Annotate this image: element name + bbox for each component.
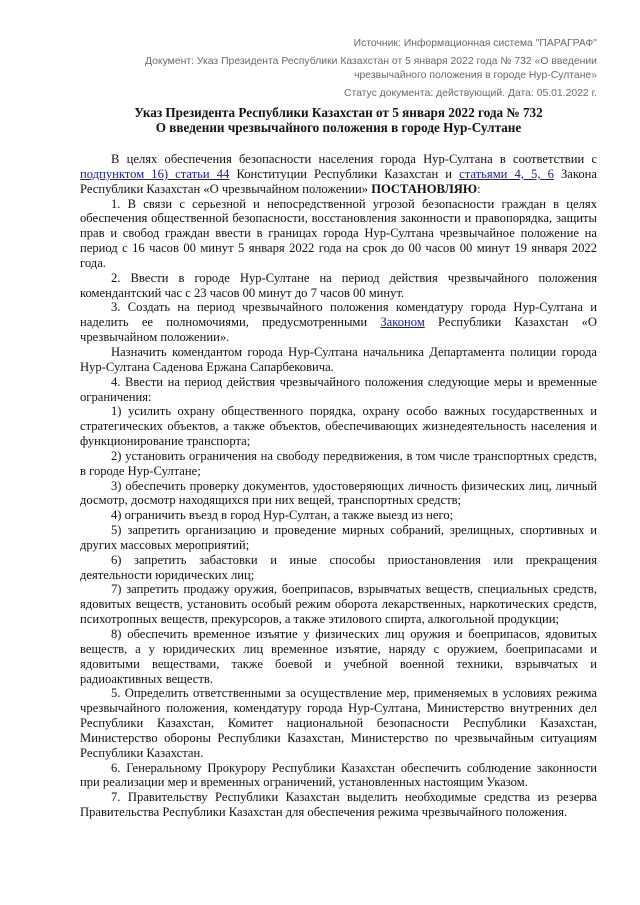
preamble-text: : — [477, 181, 481, 196]
subitem-4-4: 4) ограничить въезд в город Нур-Султан, а также выезд из него; — [111, 508, 454, 523]
link-law[interactable]: Законом — [380, 315, 425, 330]
paragraph-3 — [80, 300, 597, 345]
document-meta — [97, 37, 597, 101]
preamble-text: Закона Республики Казахстан «О чрезвычайном положении» — [80, 166, 597, 196]
paragraph-1: 1. В связи с серьезной и непосредственной угрозой безопасности граждан в целях обеспечения общественной безопасности, восстановления законности и правопорядка, защиты прав и свобод граждан ввести в границах города Нур-Султана чрезвычайное положение на период с 16 часов 00 минут 5 января 2022 года на срок до 00 часов 00 минут 19 января 2022 года. — [80, 196, 597, 270]
status-line: Статус документа: действующий. Дата: 05.01.2022 г. — [343, 88, 597, 99]
paragraph-text: 3. Создать на период чрезвычайного положения комендатуру города Нур-Султана и наделить ее полномочиями, предусмотренными — [80, 300, 597, 330]
subitem-4-5: 5) запретить организацию и проведение мирных собраний, зрелищных, спортивных и других массовых мероприятий; — [80, 523, 597, 552]
subitem-4-2: 2) установить ограничения на свободу передвижения, в том числе транспортных средств, в городе Нур-Султане; — [80, 448, 597, 478]
document-body — [80, 152, 597, 820]
paragraph-3b: Назначить комендантом города Нур-Султана начальника Департамента полиции города Нур-Султана Саденова Ержана Сапарбековича. — [80, 344, 597, 374]
decree-word: ПОСТАНОВЛЯЮ — [371, 181, 478, 196]
paragraph-text: Республики Казахстан «О чрезвычайном положении». — [80, 315, 597, 345]
preamble — [80, 152, 597, 197]
title-line-2: О введении чрезвычайного положения в городе Нур-Султане — [155, 120, 522, 135]
subitem-4-3: 3) обеспечить проверку документов, удостоверяющих личность физических лиц, личный досмотр, досмотр находящихся при них вещей, транспортных средств; — [80, 478, 597, 508]
document-line-1: Документ: Указ Президента Республики Казахстан от 5 января 2022 года № 732 «О введении — [145, 56, 597, 67]
document-line-2: чрезвычайного положения в городе Нур-Султане» — [354, 70, 597, 81]
link-law-articles[interactable]: статьями 4, 5, 6 — [459, 166, 554, 181]
subitem-4-8: 8) обеспечить временное изъятие у физических лиц оружия и боеприпасов, ядовитых веществ, а у юридических лиц временное изъятие, наряду с оружием, боеприпасами и ядовитыми веществами, также боевой и учебной военной техники, взрывчатых и радиоактивных веществ. — [80, 627, 597, 686]
preamble-text: Конституции Республики Казахстан и — [229, 166, 460, 181]
subitem-4-6: 6) запретить забастовки и иные способы приостановления или прекращения деятельности юридических лиц; — [80, 552, 597, 582]
source-line: Источник: Информационная система "ПАРАГРАФ" — [353, 38, 597, 49]
subitem-4-7: 7) запретить продажу оружия, боеприпасов, взрывчатых веществ, специальных средств, ядовитых веществ, установить особый режим оборота лекарственных, наркотических средств, психотропных веществ, прекурсоров, а также этилового спирта, алкогольной продукции; — [80, 582, 597, 627]
preamble-text: В целях обеспечения безопасности населения города Нур-Султана в соответствии с — [111, 152, 597, 166]
link-constitution-article-44[interactable]: подпунктом 16) статьи 44 — [80, 166, 230, 181]
page-title — [80, 105, 597, 135]
paragraph-2: 2. Ввести в городе Нур-Султане на период действия чрезвычайного положения комендантский час с 23 часов 00 минут до 7 часов 00 минут. — [80, 270, 597, 300]
title-line-1: Указ Президента Республики Казахстан от 5 января 2022 года № 732 — [134, 105, 543, 120]
paragraph-5: 5. Определить ответственными за осуществление мер, применяемых в условиях режима чрезвычайного положения, комендатуру города Нур-Султана, Министерство внутренних дел Республики Казахстан, Комитет национальной безопасности Республики Казахстан, Министерство обороны Республики Казахстан, Министерство по чрезвычайным ситуациям Республики Казахстан. — [80, 686, 597, 760]
subitem-4-1: 1) усилить охрану общественного порядка, охрану особо важных государственных и стратегических объектов, а также объектов, обеспечивающих жизнедеятельность населения и функционирование транспорта; — [80, 404, 597, 449]
paragraph-7: 7. Правительству Республики Казахстан выделить необходимые средства из резерва Правительства Республики Казахстан для обеспечения режима чрезвычайного положения. — [80, 790, 597, 820]
paragraph-6: 6. Генеральному Прокурору Республики Казахстан обеспечить соблюдение законности при реализации мер и временных ограничений, установленных настоящим Указом. — [80, 760, 597, 790]
paragraph-4: 4. Ввести на период действия чрезвычайного положения следующие меры и временные ограничения: — [80, 374, 597, 404]
